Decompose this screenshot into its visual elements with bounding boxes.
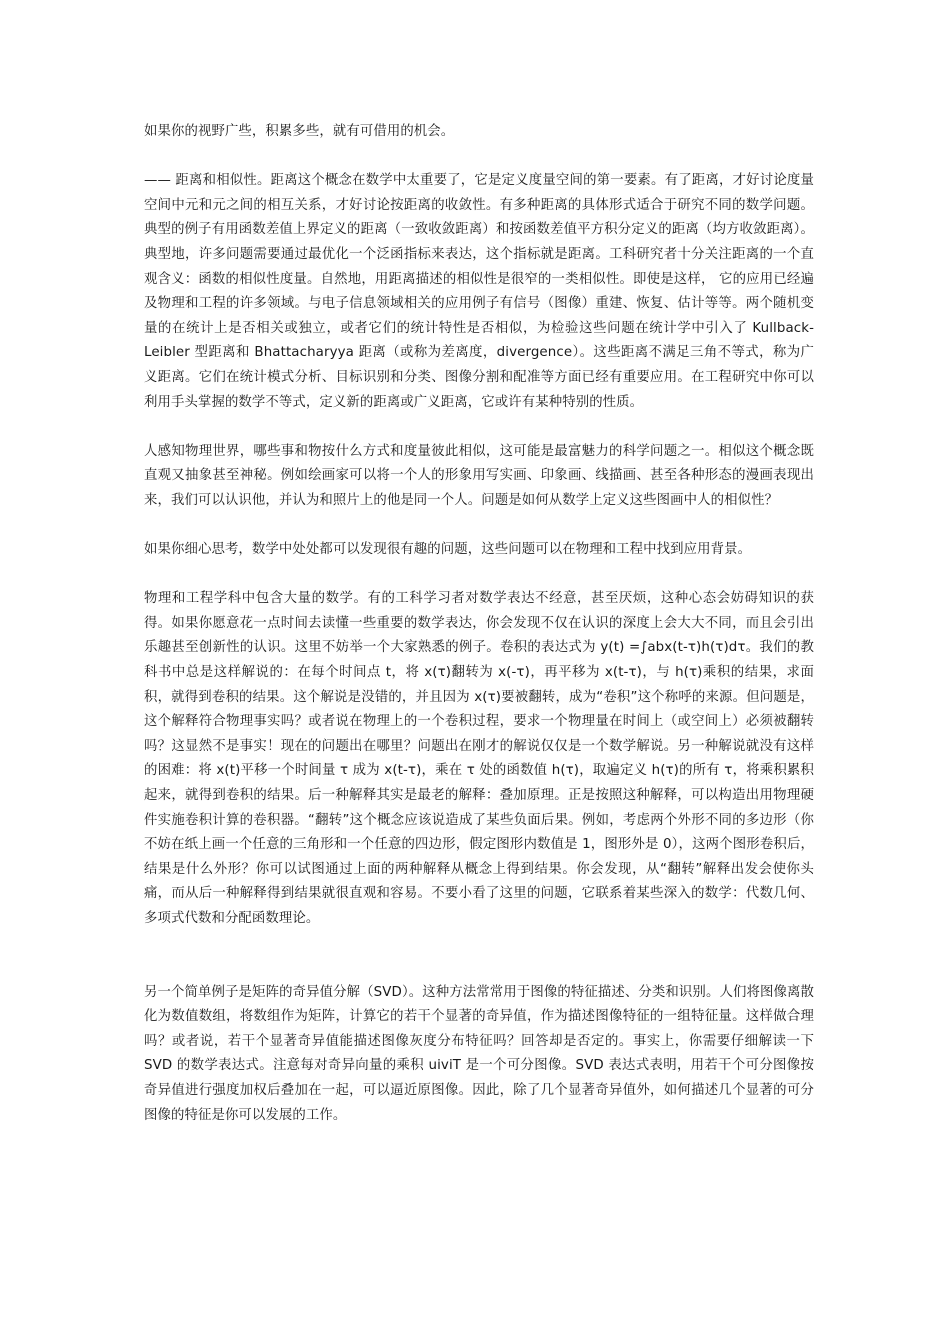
paragraph-spacer [144, 145, 814, 170]
paragraph-convolution: 物理和工程学科中包含大量的数学。有的工科学习者对数学表达不经意，甚至厌烦，这种心态会妨碍知识的获得。如果你愿意花一点时间去读懂一些重要的数学表达，你会发现不仅在认识的深度上会大大不同，而且会引出乐趣甚至创新性的认识。这里不妨举一个大家熟悉的例子。卷积的表达式为 y(t) =∫abx(t-τ)h(τ)dτ。我们的教科书中总是这样解说的：在每个时间点 t，将 x(τ)翻转为 x(-τ)，再平移为 x(t-τ)，与 h(τ)乘积的结果，求面积，就得到卷积的结果。这个解说是没错的，并且因为 x(τ)要被翻转，成为“卷积”这个称呼的来源。但问题是，这个解释符合物理事实吗？或者说在物理上的一个卷积过程，要求一个物理量在时间上（或空间上）必须被翻转吗？这显然不是事实！现在的问题出在哪里？问题出在刚才的解说仅仅是一个数学解说。另一种解说就没有这样的困难：将 x(t)平移一个时间量 τ 成为 x(t-τ)，乘在 τ 处的函数值 h(τ)，取遍定义 h(τ)的所有 τ，将乘积累积起来，就得到卷积的结果。后一种解释其实是最老的解释：叠加原理。正是按照这种解释，可以构造出用物理硬件实施卷积计算的卷积器。“翻转”这个概念应该说造成了某些负面后果。例如，考虑两个外形不同的多边形（你不妨在纸上画一个任意的三角形和一个任意的四边形，假定图形内数值是 1，图形外是 0），这两个图形卷积后，结果是什么外形？你可以试图通过上面的两种解释从概念上得到结果。你会发现，从“翻转”解释出发会使你头痛，而从后一种解释得到结果就很直观和容易。不要小看了这里的问题，它联系着某些深入的数学：代数几何、多项式代数和分配函数理论。 [144, 591, 814, 926]
paragraph-svd: 另一个简单例子是矩阵的奇异值分解（SVD）。这种方法常常用于图像的特征描述、分类和识别。人们将图像离散化为数值数组，将数组作为矩阵，计算它的若干个显著的奇异值，作为描述图像特征的一组特征量。这样做合理吗？或者说，若干个显著奇异值能描述图像灰度分布特征吗？回答却是否定的。事实上，你需要仔细解读一下 SVD 的数学表达式。注意每对奇异向量的乘积 uiviT 是一个可分图像。SVD 表达式表明，用若干个可分图像按奇异值进行强度加权后叠加在一起，可以逼近原图像。因此，除了几个显著奇异值外，如何描述几个显著的可分图像的特征是你可以发展的工作。 [144, 984, 814, 1123]
paragraph-spacer [144, 563, 814, 588]
document-page [144, 120, 814, 1128]
paragraph-perception: 人感知物理世界，哪些事和物按什么方式和度量彼此相似，这可能是最富魅力的科学问题之一。相似这个概念既直观又抽象甚至神秘。例如绘画家可以将一个人的形象用写实画、印象画、线描画、甚至各种形态的漫画表现出来，我们可以认识他，并认为和照片上的他是同一个人。问题是如何从数学上定义这些图画中人的相似性？ [144, 443, 814, 508]
paragraph-spacer [144, 514, 814, 539]
paragraph-careful-thinking: 如果你细心思考，数学中处处都可以发现很有趣的问题，这些问题可以在物理和工程中找到应用背景。 [144, 542, 752, 558]
paragraph-distance-similarity: —— 距离和相似性。距离这个概念在数学中太重要了，它是定义度量空间的第一要素。有了距离，才好讨论度量空间中元和元之间的相互关系，才好讨论按距离的收敛性。有多种距离的具体形式适合于研究不同的数学问题。典型的例子有用函数差值上界定义的距离（一致收敛距离）和按函数差值平方积分定义的距离（均方收敛距离）。典型地，许多问题需要通过最优化一个泛函指标来表达，这个指标就是距离。工科研究者十分关注距离的一个直观含义：函数的相似性度量。自然地，用距离描述的相似性是很窄的一类相似性。即使是这样， 它的应用已经遍及物理和工程的许多领域。与电子信息领域相关的应用例子有信号（图像）重建、恢复、估计等等。两个随机变量的在统计上是否相关或独立，或者它们的统计特性是否相似，为检验这些问题在统计学中引入了 Kullback-Leibler 型距离和 Bhattacharyya 距离（或称为差离度，divergence）。这些距离不满足三角不等式，称为广义距离。它们在统计模式分析、目标识别和分类、图像分割和配准等方面已经有重要应用。在工程研究中你可以利用手头掌握的数学不等式，定义新的距离或广义距离，它或许有某种特别的性质。 [144, 173, 814, 410]
paragraph-spacer [144, 932, 814, 981]
paragraph-intro: 如果你的视野广些，积累多些，就有可借用的机会。 [144, 124, 455, 139]
paragraph-spacer [144, 415, 814, 440]
